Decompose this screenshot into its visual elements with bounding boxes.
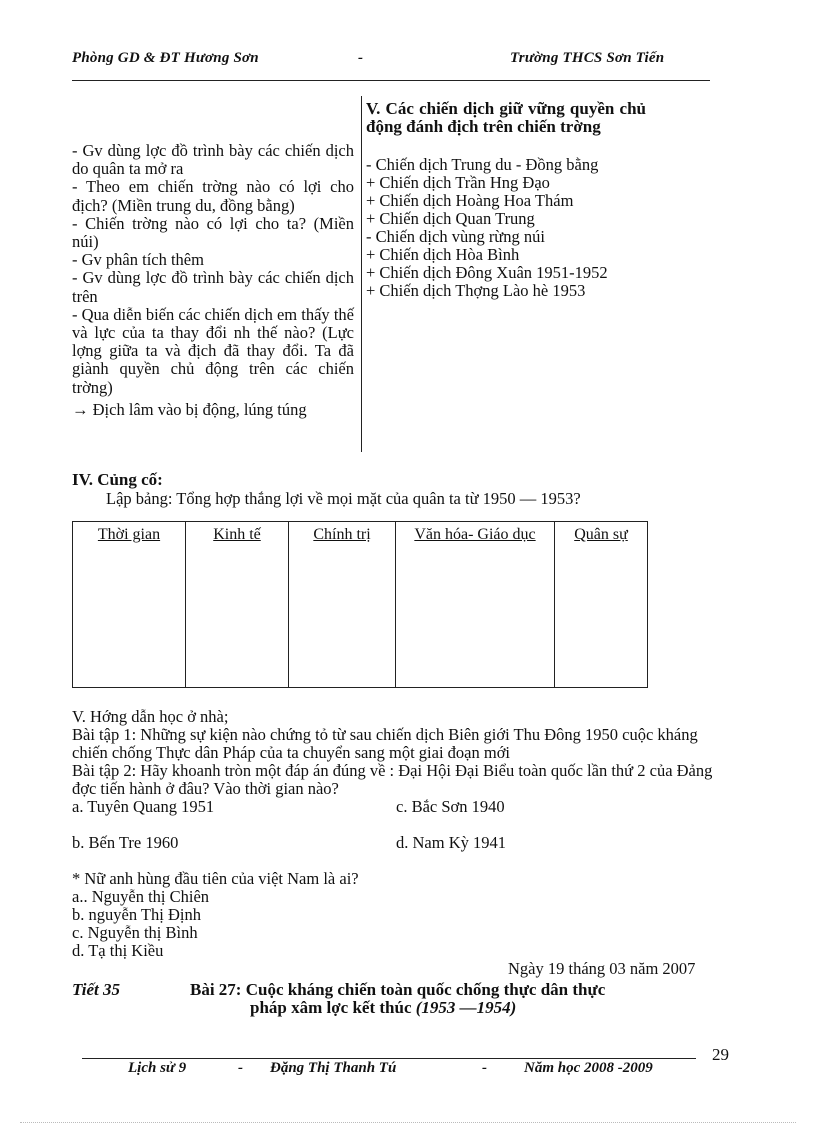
campaign-item: - Chiến dịch vùng rừng núi: [366, 227, 545, 246]
exercise-1: Bài tập 1: Những sự kiện nào chứng tỏ từ sau chiến dịch Biên giới Thu Đông 1950 cuộc kháng chiến chống Thực dân Pháp của ta chuyển sang một giai đoạn mới: [72, 725, 698, 762]
question-option: b. nguyễn Thị Định: [72, 905, 201, 924]
table-header-cell: Văn hóa- Giáo dục: [396, 522, 555, 688]
campaign-item: + Chiến dịch Quan Trung: [366, 209, 535, 228]
activity-item: - Gv dùng lợc đồ trình bày các chiến dịch trên: [72, 268, 354, 306]
header-school-name: Trường THCS Sơn Tiến: [510, 50, 665, 66]
campaign-item: + Chiến dịch Đông Xuân 1951-1952: [366, 263, 608, 282]
option-b: b. Bến Tre 1960: [72, 833, 179, 852]
campaign-item: + Chiến dịch Trần Hng Đạo: [366, 173, 550, 192]
table-header-cell: Chính trị: [289, 522, 396, 688]
teacher-activities-column: [72, 142, 354, 419]
activity-conclusion: → Địch lâm vào bị động, lúng túng: [72, 399, 307, 419]
question-option: c. Nguyễn thị Bình: [72, 923, 198, 942]
campaign-item: + Chiến dịch Hoàng Hoa Thám: [366, 191, 574, 210]
section-iv-title: IV. Củng cố:: [72, 470, 163, 489]
footer-subject: Lịch sử 9: [128, 1060, 187, 1076]
activity-item: - Chiến trờng nào có lợi cho ta? (Miền núi): [72, 213, 354, 252]
campaign-item: + Chiến dịch Thợng Lào hè 1953: [366, 281, 586, 300]
summary-table: [72, 521, 648, 688]
column-divider: [361, 96, 362, 452]
question-option: d. Tạ thị Kiều: [72, 941, 164, 960]
option-c: c. Bắc Sơn 1940: [396, 797, 505, 816]
question-text: * Nữ anh hùng đầu tiên của việt Nam là ai?: [72, 869, 359, 888]
section-v-title: V. Các chiến dịch giữ vững quyền chủ động đánh địch trên chiến trờng: [366, 99, 646, 136]
homework-title: V. Hớng dẫn học ở nhà;: [72, 707, 229, 726]
content-column: [366, 100, 646, 300]
footer-separator: -: [482, 1060, 487, 1076]
exercise-2: Bài tập 2: Hãy khoanh tròn một đáp án đúng về : Đại Hội Đại Biểu toàn quốc lần thứ 2 của Đảng đợc tiến hành ở đâu? Vào thời gian nào?: [72, 761, 713, 798]
activity-item: - Gv dùng lợc đồ trình bày các chiến dịch do quân ta mở ra: [72, 141, 354, 179]
page-number: 29: [712, 1045, 729, 1064]
header-separator: -: [358, 50, 364, 66]
arrow-right-icon: →: [72, 399, 89, 419]
activity-item: - Gv phân tích thêm: [72, 250, 204, 270]
lesson-title: Bài 27: Cuộc kháng chiến toàn quốc chống thực dân thực: [190, 980, 606, 999]
table-header-cell: Kinh tế: [186, 522, 289, 688]
lesson-date: Ngày 19 tháng 03 năm 2007: [508, 959, 696, 978]
footer-separator: -: [238, 1060, 243, 1076]
option-d: d. Nam Kỳ 1941: [396, 833, 506, 852]
campaign-item: + Chiến dịch Hòa Bình: [366, 245, 520, 264]
footer-teacher: Đặng Thị Thanh Tú: [270, 1060, 397, 1076]
lesson-number: Tiết 35: [72, 980, 120, 999]
section-iv-text: Lập bảng: Tổng hợp thắng lợi về mọi mặt của quân ta từ 1950 — 1953?: [106, 489, 581, 508]
footer-school-year: Năm học 2008 -2009: [524, 1060, 653, 1076]
header-rule: [72, 80, 710, 81]
lesson-years: (1953 —1954): [415, 998, 517, 1017]
footer-rule: [82, 1058, 696, 1059]
option-a: a. Tuyên Quang 1951: [72, 797, 215, 816]
header-school-office: Phòng GD & ĐT Hương Sơn: [72, 50, 259, 66]
table-header-cell: Quân sự: [555, 522, 648, 688]
activity-item: - Theo em chiến trờng nào có lợi cho địch? (Miền trung du, đồng bằng): [72, 177, 354, 215]
table-header-cell: Thời gian: [73, 522, 186, 688]
table-row: [73, 522, 648, 688]
lesson-title-cont: pháp xâm lợc kết thúc (1953 —1954): [250, 998, 517, 1017]
activity-item: - Qua diễn biến các chiến dịch em thấy thế và lực của ta thay đổi nh thế nào? (Lực lợng giữa ta và địch đã thay đổi. Ta đã giành quyền chủ động trên các chiến trờng): [72, 304, 354, 397]
campaign-item: - Chiến dịch Trung du - Đồng bằng: [366, 155, 599, 174]
question-option: a.. Nguyễn thị Chiên: [72, 887, 210, 906]
